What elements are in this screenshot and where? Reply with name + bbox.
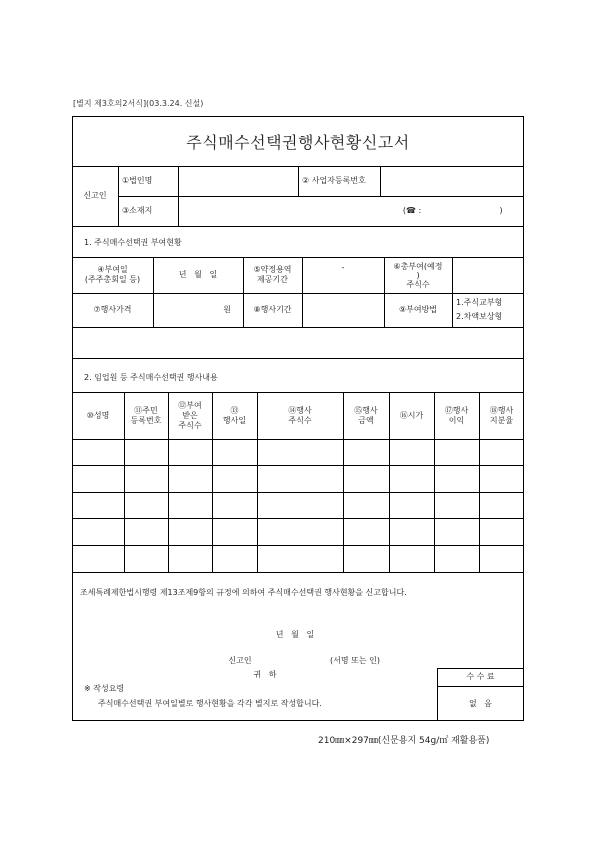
col-name: ⑩성명 — [86, 410, 110, 420]
biz-no-label: ② 사업자등록번호 — [302, 176, 366, 185]
method-option-cash[interactable]: 2.차액보상형 — [456, 312, 503, 321]
service-period-label: ⑤약정용역 제공기간 — [253, 265, 292, 284]
rule-sec2-row4 — [72, 545, 524, 546]
rule-sec1-blank-bottom — [72, 358, 524, 359]
report-date[interactable]: 년 월 일 — [275, 630, 315, 639]
corp-name-label: ①법인명 — [122, 176, 153, 185]
rule-sec2-row2 — [72, 492, 524, 493]
recipient: 귀 하 — [253, 670, 277, 679]
col-resident-no: ⑪주민 등록번호 — [130, 405, 162, 425]
grant-date-label: ④부여일 (주주총회일 등) — [84, 265, 141, 284]
biz-no-field[interactable] — [380, 166, 524, 196]
grant-qty-field[interactable] — [452, 257, 524, 293]
grant-qty-label: ⑥총부여(예정 ) 주식수 — [393, 261, 443, 289]
service-period-sep: - — [341, 263, 345, 272]
section2-heading: 2. 임업원 등 주식매수선택권 행사내용 — [84, 373, 218, 382]
paper-spec: 210㎜×297㎜(신문용지 54g/㎡ 재활용품) — [318, 736, 490, 746]
report-statement: 조세특례제한법시행령 제13조제9항의 규정에 의하여 주식매수선택권 행사현황을 신고합니다. — [80, 588, 407, 597]
grant-date-value[interactable]: 년 월 일 — [178, 270, 218, 279]
form-caption: [별지 제3호의2서식](03.3.24. 신설) — [73, 99, 204, 108]
exercise-price-unit: 원 — [223, 305, 231, 314]
rule-reporter-bottom — [72, 226, 524, 227]
corp-name-field[interactable] — [178, 166, 298, 196]
rule-sec2-header-bottom — [72, 439, 524, 440]
exercise-period-field[interactable] — [302, 293, 384, 327]
guide-text: 주식매수선택권 부여일별로 행사현황을 각각 별지로 작성합니다. — [98, 699, 322, 708]
signer-label: 신고인 — [228, 656, 252, 665]
address-label: ③소재지 — [122, 206, 153, 215]
col-exercise-profit: ⑰행사 이익 — [444, 405, 469, 425]
col-share-ratio: ⑱행사 지분율 — [489, 405, 514, 425]
section1-heading: 1. 주식매수선택권 부여현황 — [84, 238, 182, 247]
col-exercise-qty: ⑭행사 주식수 — [288, 405, 312, 425]
rule-sec2-row1 — [72, 465, 524, 466]
exercise-period-label: ⑧행사기간 — [253, 305, 292, 314]
guide-title: ※ 작성요령 — [84, 684, 125, 693]
form-title: 주식매수선택권행사현황신고서 — [186, 132, 410, 152]
col-market-price: ⑯시가 — [399, 410, 424, 420]
exercise-price-label: ⑦행사가격 — [93, 305, 132, 314]
rule-sec2-row5 — [72, 572, 524, 573]
reporter-label: 신고인 — [83, 191, 107, 200]
rule-sec1-row2-bottom — [72, 327, 524, 328]
col-exercise-date: ⑬ 행사일 — [222, 405, 247, 425]
phone-label: (☎ : — [402, 206, 422, 215]
rule-sec2-row3 — [72, 518, 524, 519]
signature-note[interactable]: (서명 또는 인) — [330, 656, 380, 665]
col-granted-qty: ⑫부여 받은 주식수 — [178, 400, 202, 430]
method-option-stock[interactable]: 1.주식교부형 — [456, 298, 503, 307]
col-exercise-amount: ⑮행사 금액 — [354, 405, 378, 425]
address-field[interactable] — [178, 196, 378, 226]
grant-method-label: ⑨부여방법 — [398, 305, 438, 314]
phone-close: ) — [499, 206, 503, 215]
fee-value: 없 음 — [468, 698, 493, 708]
fee-header: 수 수 료 — [466, 672, 495, 681]
